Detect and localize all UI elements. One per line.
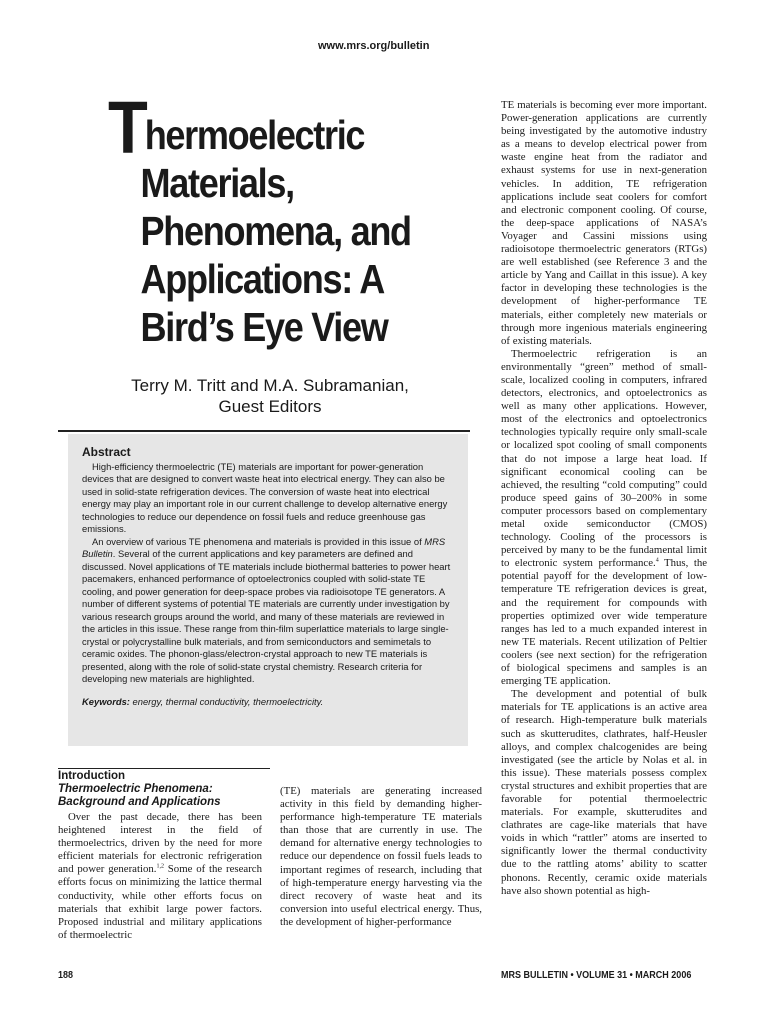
- abstract-journal-name: MRS Bulletin: [82, 535, 446, 559]
- introduction-subheading-1: Thermoelectric Phenomena:: [58, 783, 213, 795]
- title-line-2: Materials,: [140, 160, 294, 206]
- column-1-text-a: Over the past decade, there has been heightened interest in the field of thermoelectrics, driven by the need for more efficient materials for electronic refrigeration and power generation.: [58, 811, 262, 876]
- abstract-box: [68, 434, 468, 746]
- keywords: [82, 696, 456, 709]
- author-role: Guest Editors: [218, 397, 322, 416]
- abstract-paragraph-1: High-efficiency thermoelectric (TE) materials are important for power-generation devices that are designed to convert waste heat into electrical energy. They can also be used in solid-state refrigeration devices. The conversion of waste heat into electrical energy may play an important role in our current challenge to develop alternative energy technologies to reduce our dependence on fossil fuels and reduce greenhouse gas emissions.: [82, 460, 448, 534]
- column-3-paragraph-1: TE materials is becoming ever more important. Power-generation applications are currently being investigated by the automotive industry as a means to develop electrical power from waste engine heat from the radiator and exhaust systems for use in next-generation vehicles. In addition, TE refrigeration applications include seat coolers for comfort and electronic component cooling. Of course, the deep-space applications of NASA’s Voyager and Cassini missions using radioisotope thermoelectric generators (RTGs) are well established (see Reference 3 and the article by Yang and Caillat in this issue). A key factor in developing these technologies is the development of higher-performance TE materials, either completely new materials or through more ingenious materials engineering of existing materials.: [501, 99, 707, 347]
- title-line-1: [108, 86, 434, 169]
- body-column-3: [501, 99, 707, 898]
- introduction-subheading-2: Background and Applications: [58, 796, 221, 808]
- author-names: Terry M. Tritt and M.A. Subramanian,: [131, 376, 409, 395]
- column-3-p2-a: Thermoelectric refrigeration is an environmentally “green” method of small-scale, localized cooling in computers, infrared detectors, electronics, and optoelectronics as well as many other applications. However, most of the electronics and optoelectronics technologies typically require only small-scale or localized spot cooling of small components that do not impose a large heat load. If significant economical cooling can be achieved, the resulting “cold computing” could produce speed gains of 30–200% in some computer processors based on complementary metal oxide semiconductor (CMOS) technology. Cooling of the processors is perceived by many to be the fundamental limit to electronic system performance.: [501, 347, 707, 570]
- abstract-heading: Abstract: [82, 445, 131, 459]
- column-3-paragraph-2: [501, 348, 707, 688]
- journal-url[interactable]: www.mrs.org/bulletin: [318, 40, 430, 52]
- abstract-top-rule: [58, 430, 470, 432]
- reference-1-2: 1,2: [156, 863, 164, 870]
- title-line-3: Phenomena, and: [140, 208, 411, 254]
- page-number: 188: [58, 970, 74, 981]
- article-title: [108, 86, 434, 351]
- introduction-heading: Introduction: [58, 770, 126, 782]
- title-dropcap: T: [108, 86, 147, 169]
- title-line-1-rest: hermoelectric: [144, 112, 365, 158]
- introduction-heading-block: [58, 770, 278, 809]
- abstract-p2-rest: . Several of the current applications and key parameters are defined and discussed. Novel applications of TE materials include biothermal batteries to power heart pacemakers, enhanced performance of optoelectronics coupled with solid-state TE cooling, and power generation for deep-space probes via radioisotope TE generators. A number of different systems of potential TE materials are currently under investigation by various research groups around the world, and many of these materials are reviewed in the articles in this issue. These range from thin-film superlattice materials to large single-crystal or polycrystalline bulk materials, and from semiconductors and semimetals to ceramic oxides. The phonon-glass/electron-crystal approach to new TE materials is presented, along with the role of solid-state crystal chemistry. Research criteria for developing new materials are highlighted.: [82, 548, 451, 684]
- keywords-list: energy, thermal conductivity, thermoelectricity.: [129, 695, 324, 707]
- body-column-2: [280, 785, 482, 929]
- title-line-4: Applications: A: [140, 256, 385, 302]
- keywords-label: Keywords:: [82, 695, 130, 707]
- column-2-paragraph: (TE) materials are generating increased activity in this field by demanding higher-performance high-temperature TE materials than those that are currently in use. The demand for alternative energy technologies to reduce our dependence on fossil fuels leads to important regimes of research, including that of high-temperature energy harvesting via the direct recovery of waste heat and its conversion into useful electrical energy. Thus, the development of higher-performance: [280, 785, 482, 928]
- body-column-1: [58, 811, 262, 942]
- introduction-rule: [58, 768, 270, 769]
- reference-4: 4: [655, 557, 659, 564]
- column-3-paragraph-3: The development and potential of bulk materials for TE applications is an active area of research. High-temperature bulk materials such as skutterudites, clathrates, half-Heusler alloys, and complex chalcogenides are being investigated (see the article by Nolas et al. in this issue). These materials possess complex crystal structures and exhibit properties that are favorable for potential thermoelectric materials. For example, skutterudites and clathrates are cage-like materials that have voids in which “rattler” atoms are inserted to significantly lower the thermal conductivity due to the rattling atoms’ ability to scatter phonons. Recently, ceramic oxide materials have also shown potential as high-: [501, 688, 707, 897]
- abstract-paragraph-2: [82, 536, 456, 686]
- journal-footer: MRS BULLETIN • VOLUME 31 • MARCH 2006: [501, 970, 692, 981]
- author-block: [70, 375, 470, 417]
- title-line-5: Bird’s Eye View: [140, 304, 388, 350]
- column-3-p2-b: Thus, the potential payoff for the development of low-temperature TE refrigeration devices is great, and the requirement for compounds with properties optimized over wide temperature ranges has led to a much expanded interest in new TE materials. Recent utilization of Peltier coolers (see next section) for the refrigeration of biological specimens and samples is an emerging TE application.: [501, 557, 708, 688]
- column-1-text-b: Some of the research efforts focus on minimizing the lattice thermal conductivity, while other efforts focus on materials that exhibit large power factors. Proposed industrial and military applications of thermoelectric: [58, 863, 262, 941]
- column-1-paragraph: [58, 811, 262, 942]
- abstract-p2-start: An overview of various TE phenomena and materials is provided in this issue of: [92, 535, 425, 547]
